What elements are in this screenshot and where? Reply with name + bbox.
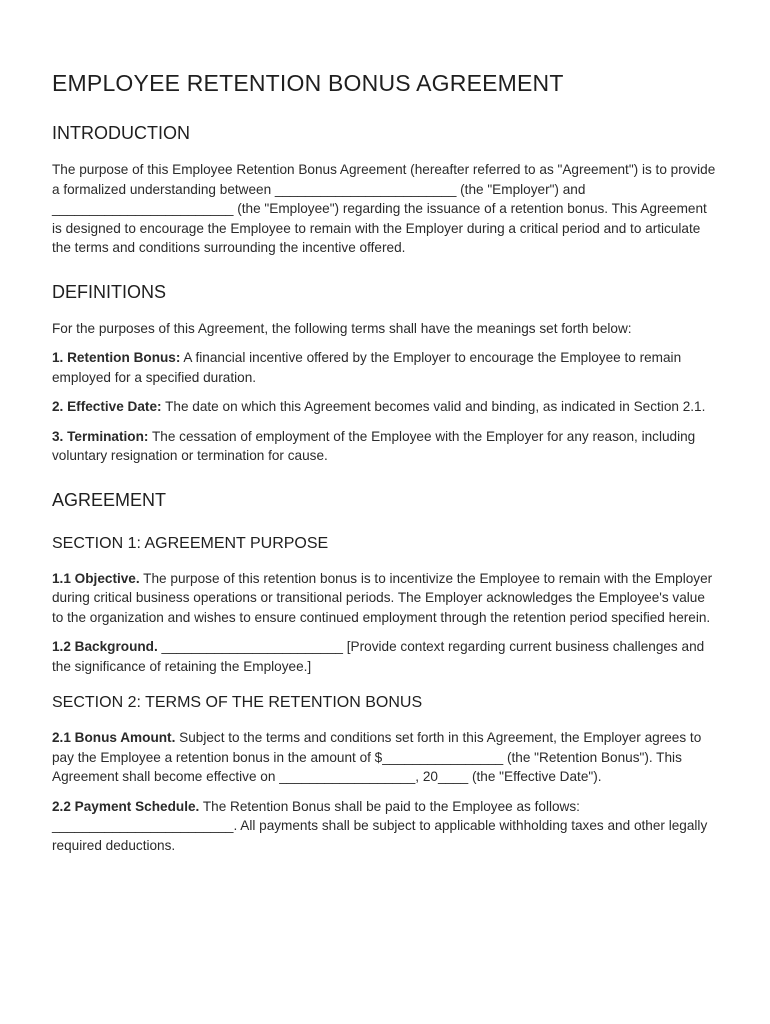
clause-2-2-payment-schedule — [52, 797, 720, 856]
clause-term: 1.1 Objective. — [52, 570, 140, 586]
definition-item-retention-bonus — [52, 348, 720, 387]
clause-text: ________________________ [Provide context regarding current business challenges and the significance of retaining the Employee.] — [52, 639, 705, 674]
definition-text: A financial incentive offered by the Employer to encourage the Employee to remain employed for a specified duration. — [52, 350, 682, 385]
clause-1-2-background — [52, 637, 720, 676]
definition-text: The cessation of employment of the Employee with the Employer for any reason, including voluntary resignation or termination for cause. — [52, 428, 696, 463]
document-title: EMPLOYEE RETENTION BONUS AGREEMENT — [52, 70, 564, 96]
clause-text: Subject to the terms and conditions set forth in this Agreement, the Employer agrees to pay the Employee a retention bonus in the amount of $________________ (the "Retention Bonus"). This Agreement shall become effective on __________________, 20____ (the "Effective Date"). — [52, 730, 702, 784]
clause-term: 2.2 Payment Schedule. — [52, 798, 200, 814]
clause-text: The Retention Bonus shall be paid to the Employee as follows: ________________________. All payments shall be subject to applicable withholding taxes and other legally required deductions. — [52, 798, 708, 853]
definition-term: 1. Retention Bonus: — [52, 350, 181, 365]
agreement-heading: AGREEMENT — [52, 489, 167, 510]
definition-text: The date on which this Agreement becomes valid and binding, as indicated in Section 2.1. — [161, 399, 706, 414]
definition-item-effective-date — [52, 397, 720, 417]
clause-term: 1.2 Background. — [52, 639, 158, 654]
definitions-heading: DEFINITIONS — [52, 281, 167, 302]
clause-1-1-objective — [52, 569, 720, 628]
definition-term: 3. Termination: — [52, 428, 149, 444]
clause-2-1-bonus-amount — [52, 728, 720, 787]
introduction-paragraph: The purpose of this Employee Retention Bonus Agreement (hereafter referred to as "Agreement") is to provide a formalized understanding between ________________________ (the "Employer") and ________________________ (the "Employee") regarding the issuance of a retention bonus. This Agreement is designed to encourage the Employee to remain with the Employer during a critical period and to articulate the terms and conditions surrounding the incentive offered. — [52, 162, 716, 255]
clause-text: The purpose of this retention bonus is to incentivize the Employee to remain with the Employer during critical business operations or transitional periods. The Employer acknowledges the Employee's value to the organization and wishes to ensure continued employment through the retention period specified herein. — [52, 570, 713, 625]
definition-term: 2. Effective Date: — [52, 399, 162, 414]
clause-term: 2.1 Bonus Amount. — [52, 730, 176, 745]
definitions-intro: For the purposes of this Agreement, the following terms shall have the meanings set forth below: — [52, 320, 632, 336]
definition-item-termination — [52, 427, 720, 466]
introduction-heading: INTRODUCTION — [52, 123, 190, 143]
section1-heading: SECTION 1: AGREEMENT PURPOSE — [52, 534, 329, 552]
section2-heading: SECTION 2: TERMS OF THE RETENTION BONUS — [52, 694, 423, 711]
